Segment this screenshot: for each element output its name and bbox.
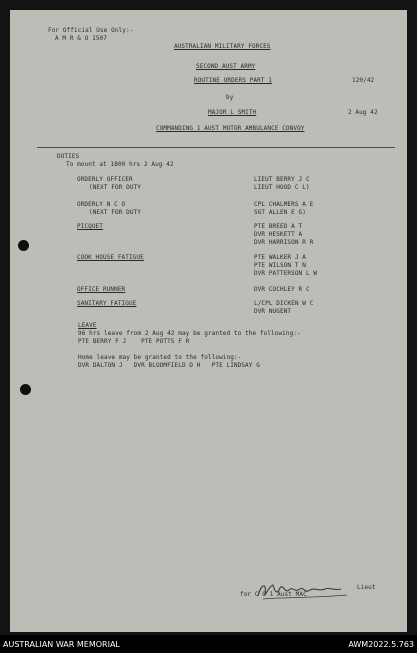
by-line: by bbox=[226, 94, 234, 101]
command-line: COMMANDING 1 AUST MOTOR AMBULANCE CONVOY bbox=[156, 125, 305, 132]
leave-heading: LEAVE bbox=[78, 322, 97, 329]
home-leave-line-1: Home leave may be granted to the following:- bbox=[78, 354, 242, 361]
duty-role: COOK HOUSE FATIGUE bbox=[77, 254, 144, 261]
leave-line-1: 96 hrs leave from 2 Aug 42 may be granted to the following:- bbox=[78, 330, 301, 337]
army-heading: SECOND AUST ARMY bbox=[196, 63, 256, 70]
signature-rank: Lieut bbox=[357, 584, 376, 591]
leave-line-2: PTE BERRY F J PTE POTTS F R bbox=[78, 338, 190, 345]
duty-person: DVR NUGENT bbox=[254, 308, 292, 315]
official-use-line: For Official Use Only:- bbox=[48, 27, 134, 34]
duty-role: PICQUET bbox=[77, 223, 103, 230]
duty-person: CPL CHALMERS A E bbox=[254, 201, 314, 208]
header-divider bbox=[37, 147, 395, 148]
duties-heading: DUTIES bbox=[57, 153, 80, 160]
duty-person: DVR PATTERSON L W bbox=[254, 270, 318, 277]
order-number: 120/42 bbox=[352, 77, 375, 84]
duty-person: PTE BREED A T bbox=[254, 223, 303, 230]
duty-person: LIEUT HOOD C L) bbox=[254, 184, 310, 191]
duty-role: ORDERLY OFFICER bbox=[77, 176, 133, 183]
punch-hole-top bbox=[18, 240, 29, 251]
duty-person: PTE WILSON T N bbox=[254, 262, 306, 269]
duty-person: PTE WALKER J A bbox=[254, 254, 306, 261]
duty-role: ORDERLY N C O bbox=[77, 201, 126, 208]
duty-person: L/CPL DICKEN W C bbox=[254, 300, 314, 307]
footer-accession: AWM2022.5.763 bbox=[348, 640, 414, 649]
home-leave-line-2: DVR DALTON J DVR BLOOMFIELD D H PTE LINDSAY G bbox=[78, 362, 260, 369]
duty-role: SANITARY FATIGUE bbox=[77, 300, 137, 307]
duty-role-note: (NEXT FOR DUTY bbox=[89, 209, 141, 216]
punch-hole-bottom bbox=[20, 384, 31, 395]
duty-role-note: (NEXT FOR DUTY bbox=[89, 184, 141, 191]
duties-intro: To mount at 1800 hrs 2 Aug 42 bbox=[66, 161, 174, 168]
signature-for-line: for C O 1 Aust MAC bbox=[240, 591, 307, 598]
org-heading: AUSTRALIAN MILITARY FORCES bbox=[174, 43, 271, 50]
duty-person: DVR COCHLEY R C bbox=[254, 286, 310, 293]
footer-institution: AUSTRALIAN WAR MEMORIAL bbox=[3, 640, 120, 649]
orders-title: ROUTINE ORDERS PART 1 bbox=[194, 77, 272, 84]
duty-person: DVR HESKETT A bbox=[254, 231, 303, 238]
duty-person: DVR HARRISON R R bbox=[254, 239, 314, 246]
archive-footer bbox=[0, 635, 417, 653]
document-page bbox=[10, 10, 407, 632]
officer-name: MAJOR L SMITH bbox=[208, 109, 257, 116]
order-date: 2 Aug 42 bbox=[348, 109, 378, 116]
official-ref-line: A M R & O 1507 bbox=[55, 35, 107, 42]
duty-person: SGT ALLEN E G) bbox=[254, 209, 306, 216]
duty-role: OFFICE RUNNER bbox=[77, 286, 126, 293]
duty-person: LIEUT BERRY J C bbox=[254, 176, 310, 183]
